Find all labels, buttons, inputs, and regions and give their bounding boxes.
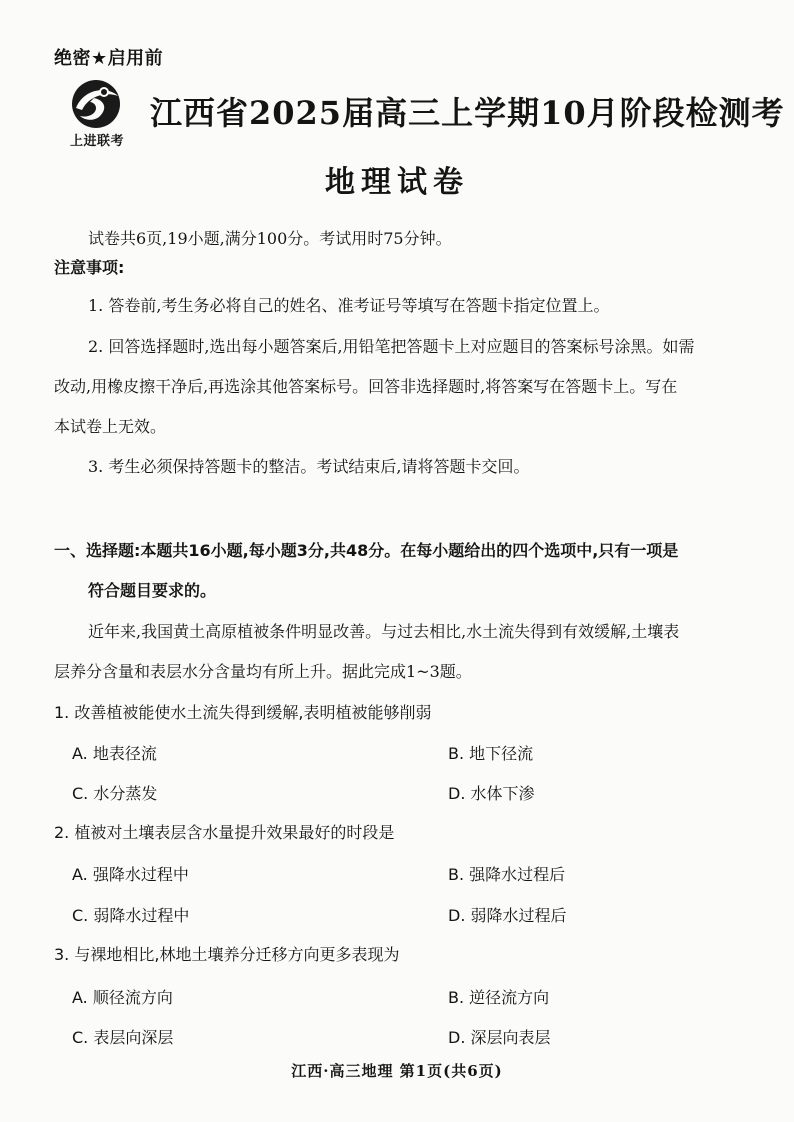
notice-item-1: 1. 答卷前,考生务必将自己的姓名、准考证号等填写在答题卡指定位置上。 [88,296,610,315]
question-2-option-c: C. 弱降水过程中 [72,906,190,925]
notice-item-2-line-2: 改动,用橡皮擦干净后,再选涂其他答案标号。回答非选择题时,将答案写在答题卡上。写在 [54,377,678,396]
passage-line-2: 层养分含量和表层水分含量均有所上升。据此完成1~3题。 [54,662,472,681]
notice-item-2-line-1: 2. 回答选择题时,选出每小题答案后,用铅笔把答题卡上对应题目的答案标号涂黑。如需 [88,337,695,356]
confidential-mark: 绝密★启用前 [54,48,164,69]
logo-text: 上进联考 [69,134,124,149]
question-1-stem: 1. 改善植被能使水土流失得到缓解,表明植被能够削弱 [54,703,432,722]
page-footer: 江西·高三地理 第1页(共6页) [291,1062,503,1080]
notice-item-2-line-3: 本试卷上无效。 [54,417,167,436]
section-heading-line-1: 一、选择题:本题共16小题,每小题3分,共48分。在每小题给出的四个选项中,只有一项是 [54,541,679,560]
exam-subtitle: 地理试卷 [325,165,469,200]
passage-line-1: 近年来,我国黄土高原植被条件明显改善。与过去相比,水土流失得到有效缓解,土壤表 [88,622,680,641]
question-2-option-a: A. 强降水过程中 [72,865,189,884]
question-3-option-c: C. 表层向深层 [72,1028,174,1047]
question-3-stem: 3. 与裸地相比,林地土壤养分迁移方向更多表现为 [54,945,400,964]
question-2-stem: 2. 植被对土壤表层含水量提升效果最好的时段是 [54,823,395,842]
question-3-option-b: B. 逆径流方向 [448,988,550,1007]
question-2-option-d: D. 弱降水过程后 [448,906,567,925]
exam-title: 江西省2025届高三上学期10月阶段检测考 [150,94,785,132]
section-heading-line-2: 符合题目要求的。 [88,581,217,600]
notice-item-3: 3. 考生必须保持答题卡的整洁。考试结束后,请将答题卡交回。 [88,457,530,476]
notice-heading: 注意事项: [54,258,125,277]
question-3-option-a: A. 顺径流方向 [72,988,173,1007]
question-1-option-b: B. 地下径流 [448,744,534,763]
question-2-option-b: B. 强降水过程后 [448,865,566,884]
question-1-option-c: C. 水分蒸发 [72,784,158,803]
question-1-option-d: D. 水体下渗 [448,784,535,803]
logo [56,78,138,150]
exam-info: 试卷共6页,19小题,满分100分。考试用时75分钟。 [88,229,452,248]
question-1-option-a: A. 地表径流 [72,744,157,763]
logo-emblem-icon [64,78,130,132]
question-3-option-d: D. 深层向表层 [448,1028,551,1047]
